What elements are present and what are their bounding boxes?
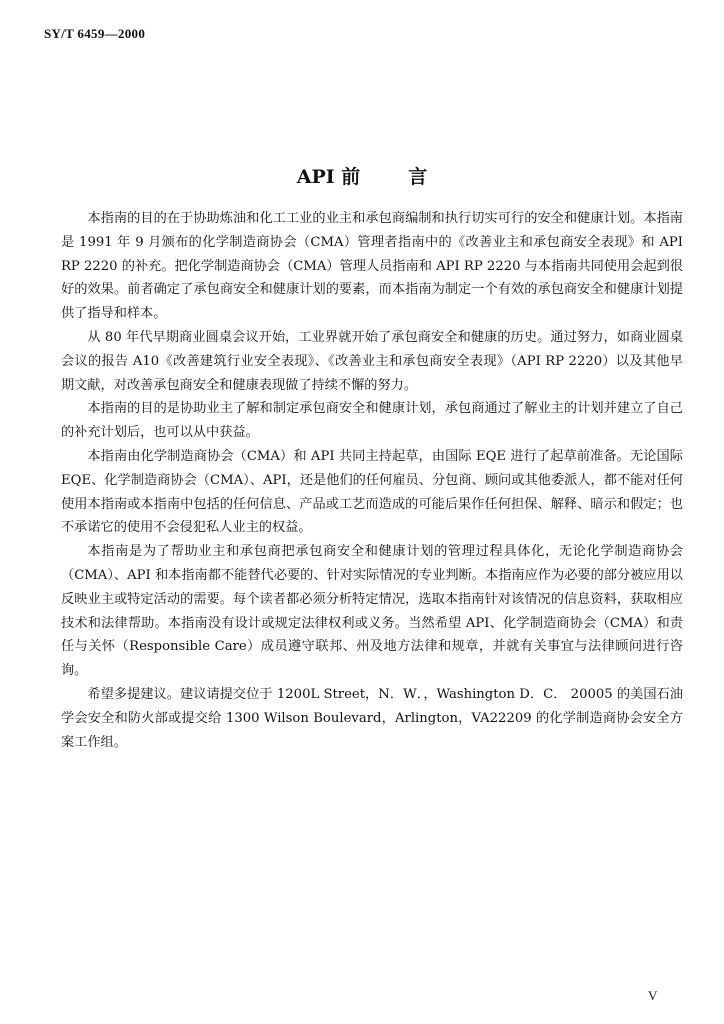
paragraph-usage: 本指南是为了帮助业主和承包商把承包商安全和健康计划的管理过程具体化，无论化学制造商协会（CMA）、API 和本指南都不能替代必要的、针对实际情况的专业判断。本指南应作为必要的部分被应用以反映业主或特定活动的需要。每个读者都必须分析特定情况，选取本指南针对该情况的信息资料，获取相应技术和法律帮助。本指南没有设计或规定法律权利或义务。当然希望 API、化学制造商协会（CMA）和责任与关怀（Responsible Care）成员遵守联邦、州及地方法律和规章，并就有关事宜与法律顾问进行咨询。 [61,544,683,679]
paragraph-purpose: 本指南的目的在于协助炼油和化工工业的业主和承包商编制和执行切实可行的安全和健康计划。本指南是 1991 年 9 月颁布的化学制造商协会（CMA）管理者指南中的《改善业主和承包商安全表现》和 API RP 2220 的补充。把化学制造商协会（CMA）管理人员指南和 API RP 2220 与本指南共同使用会起到很好的效果。前者确定了承包商安全和健康计划的要素，而本指南为制定一个有效的承包商安全和健康计划提供了指导和样本。 [61,211,683,322]
standard-number-header: SY/T 6459—2000 [44,26,146,41]
page-number: V [648,988,658,1003]
page-title-part1: API 前 [296,166,361,188]
page-title-part2: 言 [408,166,428,188]
paragraph-history: 从 80 年代早期商业圆桌会议开始，工业界就开始了承包商安全和健康的历史。通过努力，如商业圆桌会议的报告 A10《改善建筑行业安全表现》、《改善业主和承包商安全表现》（API RP 2220）以及其他早期文献，对改善承包商安全和健康表现做了持续不懈的努力。 [61,329,683,393]
paragraph-objective: 本指南的目的是协助业主了解和制定承包商安全和健康计划，承包商通过了解业主的计划并建立了自己的补充计划后，也可以从中获益。 [61,401,683,441]
foreword-body [61,207,683,754]
page-title [0,162,724,189]
paragraph-contact: 希望多提建议。建议请提交位于 1200L Street，N．W．，Washington D．C． 20005 的美国石油学会安全和防火部或提交给 1300 Wilson Boulevard，Arlington，VA22209 的化学制造商协会安全方案工作组。 [61,686,683,750]
paragraph-disclaimer: 本指南由化学制造商协会（CMA）和 API 共同主持起草，由国际 EQE 进行了起草前准备。无论国际 EQE、化学制造商协会（CMA）、API，还是他们的任何雇员、分包商、顾问或其他委派人，都不能对任何使用本指南或本指南中包括的任何信息、产品或工艺而造成的可能后果作任何担保、解释、暗示和假定；也不承诺它的使用不会侵犯私人业主的权益。 [61,448,683,536]
